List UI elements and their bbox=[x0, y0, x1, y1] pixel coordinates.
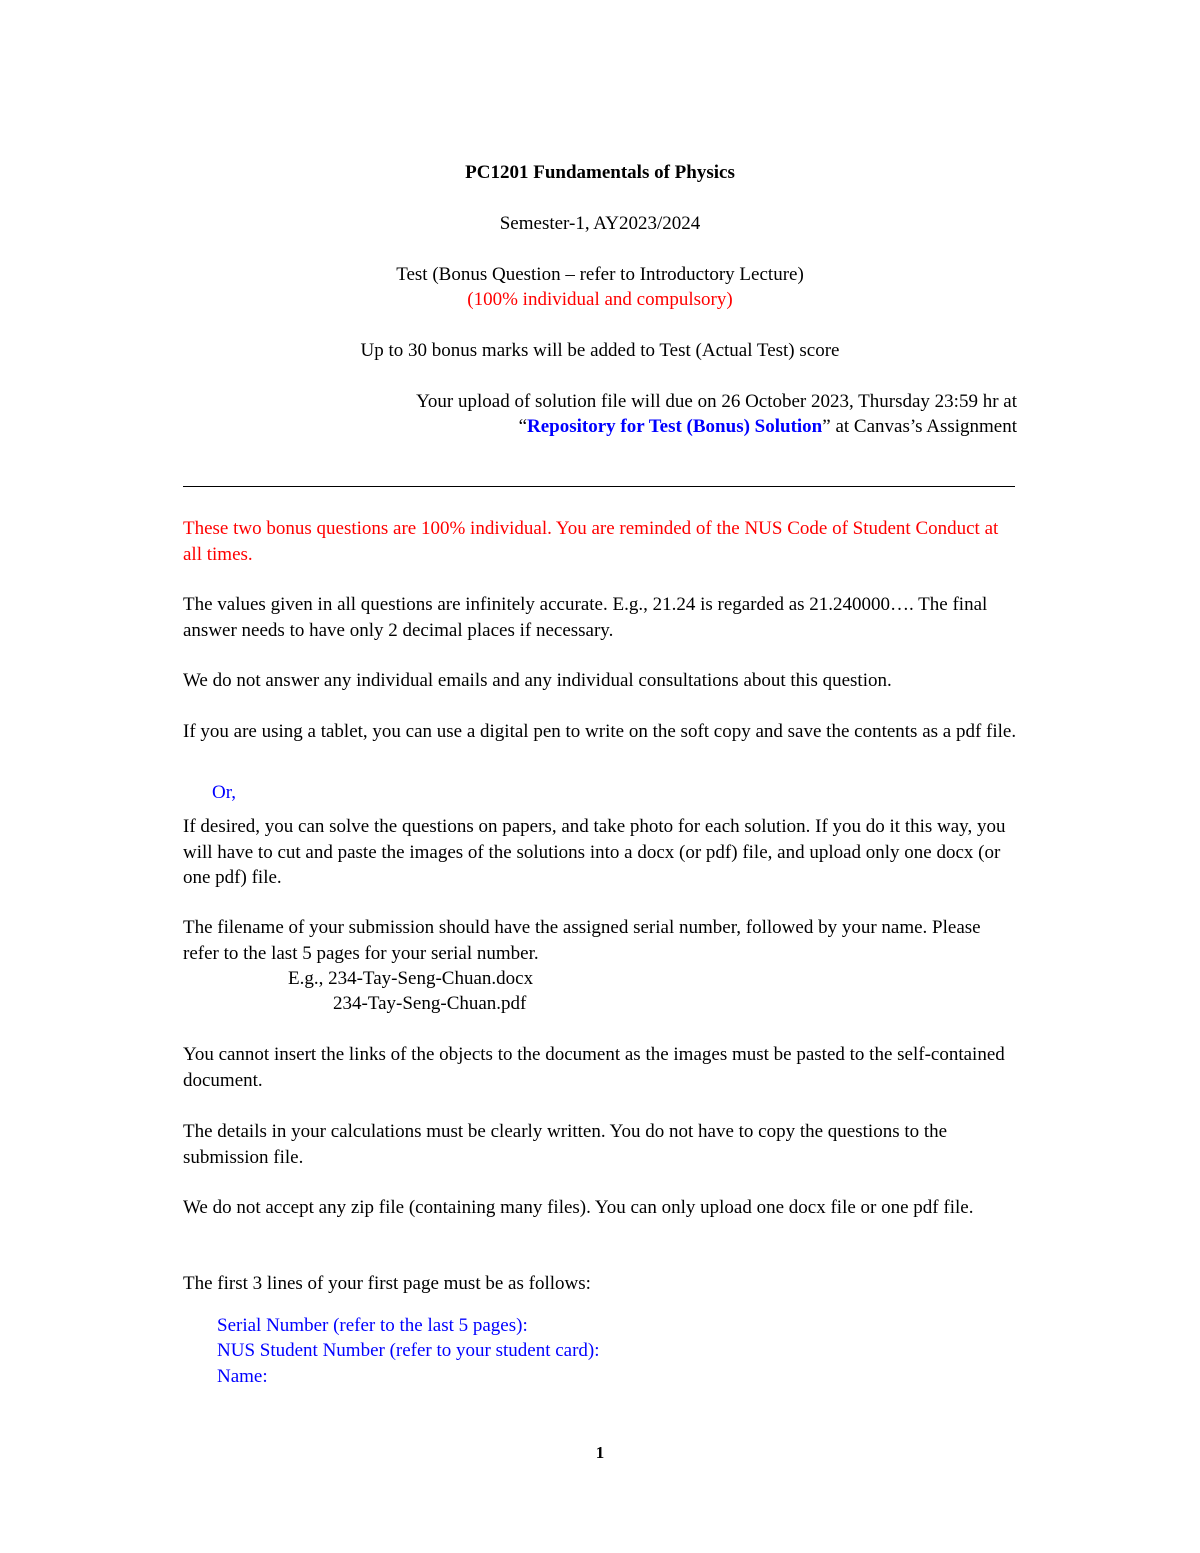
values-paragraph: The values given in all questions are infinitely accurate. E.g., 21.24 is regarded as 21.240000…. The final answer needs to have only 2 decimal places if necessary. bbox=[183, 594, 988, 641]
repository-suffix: ” at Canvas’s Assignment bbox=[822, 416, 1017, 437]
due-line: Your upload of solution file will due on 26 October 2023, Thursday 23:59 hr at bbox=[416, 391, 1017, 412]
horizontal-divider bbox=[183, 486, 1015, 487]
individual-paragraph: These two bonus questions are 100% individual. You are reminded of the NUS Code of Student Conduct at all times. bbox=[183, 518, 999, 565]
repository-line bbox=[183, 414, 1017, 440]
details-paragraph: The details in your calculations must be clearly written. You do not have to copy the questions to the submission file. bbox=[183, 1121, 948, 1168]
individual-note: (100% individual and compulsory) bbox=[467, 289, 733, 310]
repository-name: Repository for Test (Bonus) Solution bbox=[527, 416, 823, 437]
student-number-field: NUS Student Number (refer to your student card): bbox=[217, 1340, 600, 1361]
test-line: Test (Bonus Question – refer to Introductory Lecture) bbox=[396, 264, 804, 285]
papers-paragraph: If desired, you can solve the questions on papers, and take photo for each solution. If you do it this way, you will have to cut and paste the images of the solutions into a docx (or pdf) file, and upload only one docx (or one pdf) file. bbox=[183, 816, 1006, 888]
links-paragraph: You cannot insert the links of the objects to the document as the images must be pasted to the self-contained document. bbox=[183, 1044, 1005, 1091]
serial-number-field: Serial Number (refer to the last 5 pages): bbox=[217, 1315, 528, 1336]
zip-paragraph: We do not accept any zip file (containing many files). You can only upload one docx file or one pdf file. bbox=[183, 1197, 974, 1218]
repository-open-quote: “ bbox=[518, 416, 527, 437]
semester-line: Semester-1, AY2023/2024 bbox=[499, 213, 701, 234]
page-number: 1 bbox=[595, 1443, 605, 1462]
filename-example-pdf: 234-Tay-Seng-Chuan.pdf bbox=[333, 993, 527, 1014]
or-label: Or, bbox=[212, 782, 237, 803]
first-lines-paragraph: The first 3 lines of your first page must be as follows: bbox=[183, 1273, 591, 1294]
course-title: PC1201 Fundamentals of Physics bbox=[465, 162, 735, 183]
bonus-marks-line: Up to 30 bonus marks will be added to Test (Actual Test) score bbox=[360, 340, 840, 361]
name-field: Name: bbox=[217, 1366, 268, 1387]
tablet-paragraph: If you are using a tablet, you can use a digital pen to write on the soft copy and save the contents as a pdf file. bbox=[183, 721, 1017, 742]
filename-example-docx: E.g., 234-Tay-Seng-Chuan.docx bbox=[288, 968, 534, 989]
filename-paragraph: The filename of your submission should have the assigned serial number, followed by your name. Please refer to the last 5 pages for your serial number. bbox=[183, 917, 981, 964]
no-emails-paragraph: We do not answer any individual emails and any individual consultations about this question. bbox=[183, 670, 892, 691]
